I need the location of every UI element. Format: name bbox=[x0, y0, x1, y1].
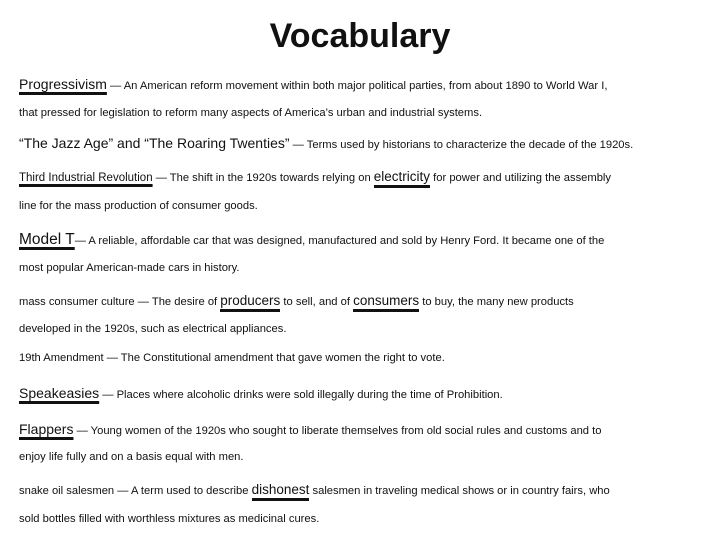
definition-third-industrial-revolution: — The shift in the 1920s towards relying on bbox=[152, 172, 374, 184]
definition-snake-oil-salesmen-b: salesmen in traveling medical shows or in country fairs, who bbox=[309, 485, 610, 497]
definition-third-industrial-revolution-b: for power and utilizing the assembly bbox=[430, 172, 612, 184]
term-speakeasies: Speakeasies bbox=[19, 385, 100, 401]
definition-third-industrial-revolution-cont: line for the mass production of consumer goods. bbox=[19, 200, 258, 212]
definition-jazz-age: — Terms used by historians to characterize the decade of the 1920s. bbox=[289, 139, 634, 151]
entry-model-t-line-2 bbox=[19, 259, 719, 277]
definition-speakeasies: — Places where alcoholic drinks were sold illegally during the time of Prohibition. bbox=[99, 389, 503, 401]
entry-19th-amendment bbox=[19, 349, 719, 367]
definition-snake-oil-salesmen-cont: sold bottles filled with worthless mixtures as medicinal cures. bbox=[19, 513, 320, 525]
entry-model-t-line-1 bbox=[19, 231, 719, 250]
entry-snake-oil-salesmen-line-1 bbox=[19, 482, 719, 501]
answer-blank-dishonest: dishonest bbox=[252, 483, 310, 501]
definition-mass-consumer-culture-cont: developed in the 1920s, such as electrical appliances. bbox=[19, 323, 287, 335]
definition-progressivism: — An American reform movement within both major political parties, from about 1890 to World War I, bbox=[106, 80, 608, 92]
entry-mass-consumer-culture-line-1 bbox=[19, 293, 719, 312]
definition-model-t-cont: most popular American-made cars in history. bbox=[19, 262, 240, 274]
term-third-industrial-revolution: Third Industrial Revolution bbox=[19, 172, 153, 184]
term-jazz-age: “The Jazz Age” and “The Roaring Twenties” bbox=[19, 135, 290, 151]
definition-mass-consumer-culture-c: to buy, the many new products bbox=[419, 296, 574, 308]
definition-model-t: — A reliable, affordable car that was designed, manufactured and sold by Henry Ford. It became one of the bbox=[74, 235, 605, 247]
answer-blank-electricity: electricity bbox=[374, 170, 430, 188]
definition-mass-consumer-culture-b: to sell, and of bbox=[280, 296, 354, 308]
entry-flappers-line-2 bbox=[19, 448, 719, 466]
entry-flappers-line-1 bbox=[19, 420, 719, 440]
term-mass-consumer-culture: mass consumer culture bbox=[19, 296, 135, 308]
definition-mass-consumer-culture-a: — The desire of bbox=[134, 296, 221, 308]
entry-speakeasies bbox=[19, 384, 719, 404]
definition-19th-amendment: — The Constitutional amendment that gave women the right to vote. bbox=[103, 352, 445, 364]
entry-progressivism-line-1 bbox=[19, 75, 719, 95]
term-flappers: Flappers bbox=[19, 421, 74, 437]
term-snake-oil-salesmen: snake oil salesmen bbox=[19, 485, 115, 497]
entry-third-industrial-revolution-line-1 bbox=[19, 169, 719, 188]
entry-third-industrial-revolution-line-2 bbox=[19, 197, 719, 215]
entry-snake-oil-salesmen-line-2 bbox=[19, 510, 719, 528]
answer-blank-producers: producers bbox=[220, 294, 280, 312]
term-progressivism: Progressivism bbox=[19, 76, 107, 92]
page-title: Vocabulary bbox=[269, 17, 451, 55]
entry-progressivism-line-2 bbox=[19, 104, 719, 122]
answer-blank-consumers: consumers bbox=[353, 294, 419, 312]
term-model-t: Model T bbox=[19, 231, 75, 248]
definition-snake-oil-salesmen-a: — A term used to describe bbox=[114, 485, 252, 497]
definition-progressivism-cont: that pressed for legislation to reform many aspects of America’s urban and industrial systems. bbox=[19, 107, 483, 119]
definition-flappers: — Young women of the 1920s who sought to liberate themselves from old social rules and customs and to bbox=[73, 425, 602, 437]
definition-flappers-cont: enjoy life fully and on a basis equal with men. bbox=[19, 451, 244, 463]
term-19th-amendment: 19th Amendment bbox=[19, 352, 104, 364]
entry-jazz-age bbox=[19, 134, 719, 154]
entry-mass-consumer-culture-line-2 bbox=[19, 320, 719, 338]
